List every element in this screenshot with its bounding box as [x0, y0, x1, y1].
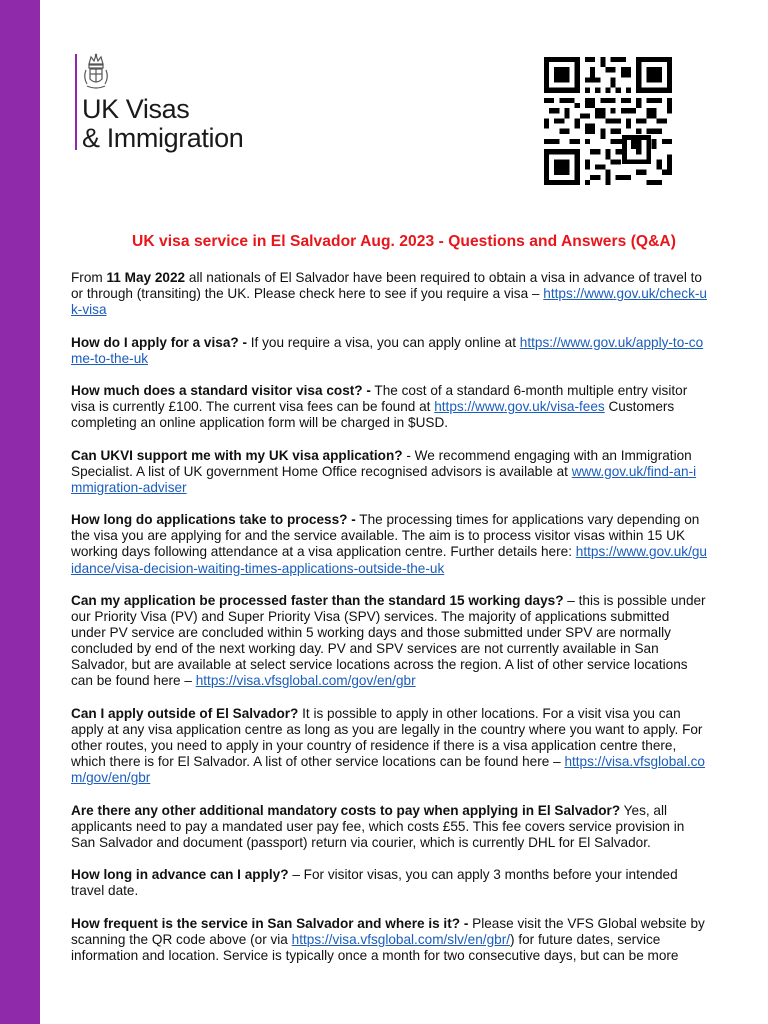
qa-question: Can I apply outside of El Salvador? — [71, 705, 299, 721]
qa-question: How long in advance can I apply? — [71, 867, 289, 883]
qa-item — [71, 512, 707, 576]
qa-answer-cont: ) for future dates, service information and location. Service is typically once a month for two consecutive days, but can be more — [71, 931, 679, 963]
logo-text-line-2: & Immigration — [82, 123, 244, 153]
qa-question: Can my application be processed faster than the standard 15 working days? — [71, 592, 564, 608]
qa-item — [71, 383, 707, 431]
qa-question: How much does a standard visitor visa cost? - — [71, 383, 371, 399]
qa-answer-cont: Customers completing an online application form will be charged in $USD. — [71, 399, 675, 431]
apply-online-link[interactable]: https://www.gov.uk/apply-to-come-to-the-uk — [71, 334, 704, 366]
ukvi-logo — [70, 50, 270, 160]
qa-item — [71, 593, 707, 690]
qa-answer: – this is possible under our Priority Visa (PV) and Super Priority Visa (SPV) services. The majority of applications submitted under PV service are concluded within 5 working days and those submitted under SPV are normally concluded by end of the next working day. PV and SPV services are not currently available in San Salvador, but are available at select service locations across the region. A list of other service locations can be found here – — [71, 592, 706, 689]
qa-item — [71, 706, 707, 786]
qa-question: How do I apply for a visa? - — [71, 334, 247, 350]
side-color-bar — [0, 0, 40, 1024]
logo-text-line-1: UK Visas — [82, 94, 190, 124]
qa-answer: It is possible to apply in other locations. For a visit visa you can apply at any visa application centre as long as you are legally in the country where you want to apply. For other routes, you need to apply in your country of residence if there is a visa application centre there, which there is for El Salvador. A list of other service locations can be found here – — [71, 705, 703, 770]
qa-question: How long do applications take to process? - — [71, 512, 356, 528]
qa-item — [71, 803, 707, 851]
qa-content — [71, 270, 707, 980]
intro-paragraph — [71, 270, 707, 318]
intro-text-2: all nationals of El Salvador have been required to obtain a visa in advance of travel to or through (transiting) the UK. Please check here to see if you require a visa – — [71, 270, 702, 302]
qa-answer: If you require a visa, you can apply online at — [247, 334, 520, 350]
visa-fees-link[interactable]: https://www.gov.uk/visa-fees — [434, 399, 605, 415]
document-title: UK visa service in El Salvador Aug. 2023 - Questions and Answers (Q&A) — [132, 233, 676, 250]
qa-item — [71, 916, 707, 964]
logo-divider — [75, 54, 77, 150]
qa-answer: Please visit the VFS Global website by scanning the QR code above (or via — [71, 915, 705, 947]
qa-answer: – For visitor visas, you can apply 3 months before your intended travel date. — [71, 867, 678, 899]
vfs-global-link[interactable]: https://visa.vfsglobal.com/slv/en/gbr/ — [291, 931, 511, 947]
qa-item — [71, 335, 707, 367]
qa-item — [71, 448, 707, 496]
qa-answer: - We recommend engaging with an Immigration Specialist. A list of UK government Home Office recognised advisors is available at — [71, 447, 692, 479]
immigration-adviser-link[interactable]: www.gov.uk/find-an-immigration-adviser — [71, 463, 697, 495]
qa-answer: Yes, all applicants need to pay a mandated user pay fee, which costs £55. This fee covers service provision in San Salvador and document (passport) return via courier, which is currently DHL for El Salvador. — [71, 802, 685, 850]
qa-answer: The cost of a standard 6-month multiple entry visitor visa is currently £100. The current visa fees can be found at — [71, 383, 688, 415]
intro-date: 11 May 2022 — [106, 270, 186, 285]
other-locations-link[interactable]: https://visa.vfsglobal.com/gov/en/gbr — [71, 754, 705, 786]
check-visa-link[interactable]: https://www.gov.uk/check-uk-visa — [71, 286, 707, 318]
qa-question: How frequent is the service in San Salvador and where is it? - — [71, 915, 469, 931]
royal-crest-icon — [80, 52, 112, 92]
qa-answer: The processing times for applications vary depending on the visa you are applying for and the service available. The aim is to process visitor visas within 15 UK working days following attendance at a visa application centre. Further details here: — [71, 512, 700, 560]
qr-code — [544, 56, 672, 186]
qa-question: Can UKVI support me with my UK visa application? — [71, 447, 403, 463]
intro-text-1: From — [71, 270, 107, 285]
qa-question: Are there any other additional mandatory costs to pay when applying in El Salvador? — [71, 802, 621, 818]
qa-item — [71, 867, 707, 899]
service-locations-link[interactable]: https://visa.vfsglobal.com/gov/en/gbr — [195, 673, 416, 689]
waiting-times-link[interactable]: https://www.gov.uk/guidance/visa-decision-waiting-times-applications-outside-the-uk — [71, 544, 707, 576]
